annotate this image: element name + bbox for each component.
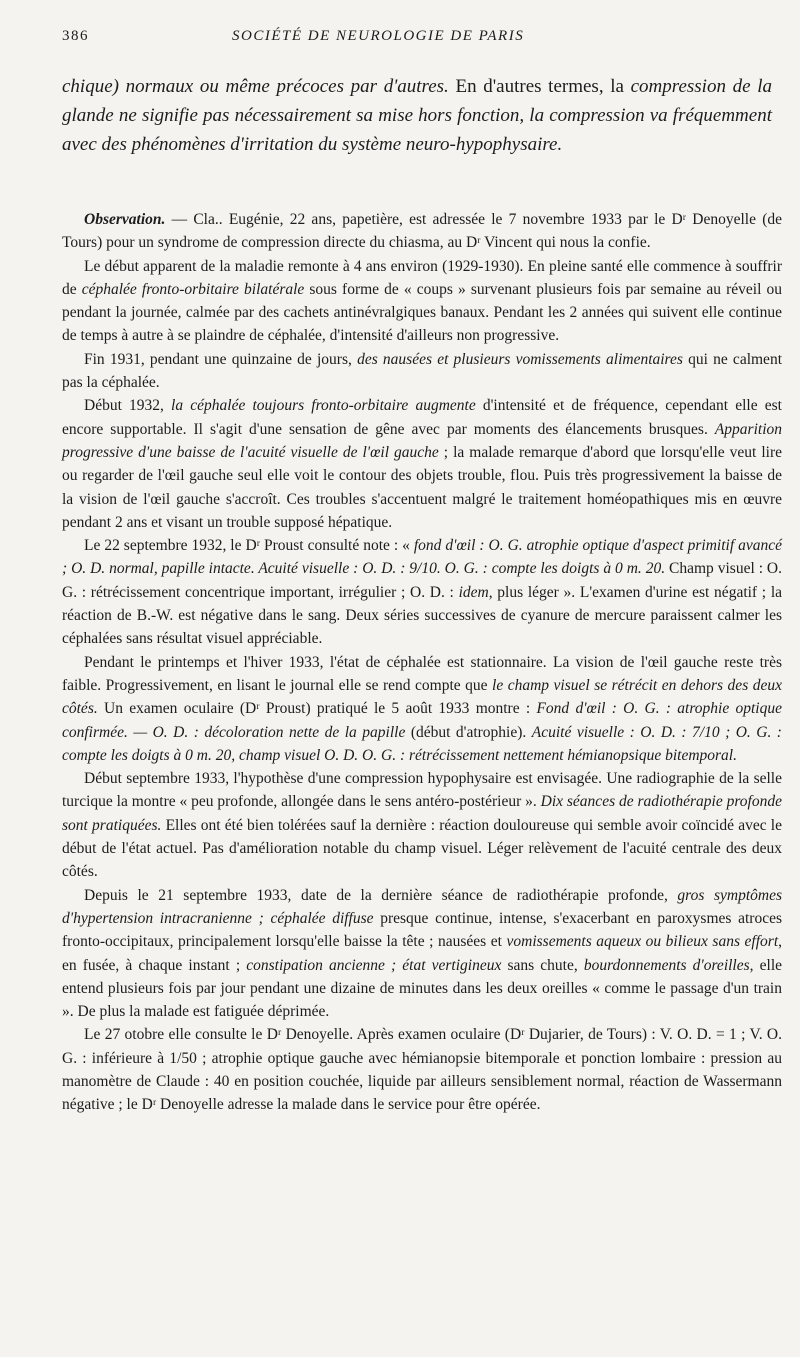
p8-text-a: Depuis le 21 septembre 1933, date de la dernière séance de radiothérapie profonde, bbox=[84, 886, 678, 904]
page-number: 386 bbox=[62, 28, 89, 44]
observation-paragraph-9: Le 27 otobre elle consulte le Dʳ Denoyelle. Après examen oculaire (Dʳ Dujarier, de Tours) : V. O. D. = 1 ; V. O. G. : inférieure à 1/50 ; atrophie optique gauche avec hémianopsie bitemporale et ponction lombaire : pression au manomètre de Claude : 40 en position couchée, liquide par ailleurs sensiblement normal, réaction de Wassermann négative ; le Dʳ Denoyelle adresse la malade dans le service pour être opérée. bbox=[62, 1026, 782, 1114]
p6-italic-d: Fond d'œil : O. G. : atrophie optique confirmée. — O. D. : décoloration nette de la papille bbox=[62, 700, 782, 741]
p6-text-a: Pendant le printemps et l'hiver 1933, l'état de céphalée est stationnaire. La vision de l'œil gauche reste très faible. Progressivement, en lisant le journal elle se rend compte que bbox=[62, 653, 782, 694]
p5-text-e: , plus léger ». L'examen d'urine est négatif ; la réaction de B.-W. est négative dans le sang. Deux séries successives de cyanure de mercure paraissent calmer les céphalées sans résultat visuel appréciable. bbox=[62, 583, 783, 648]
p7-italic-b: Dix séances de radiothérapie profonde sont pratiquées. bbox=[62, 793, 782, 834]
p5-italic-d: idem bbox=[458, 583, 489, 601]
p5-text-a: Le 22 septembre 1932, le Dʳ Proust consulté note : « bbox=[84, 537, 414, 555]
p7-text-c: Elles ont été bien tolérées sauf la dernière : réaction douloureuse qui semble avoir coïncidé avec le début de l'état actuel. Pas d'amélioration notable du champ visuel. Léger relèvement de l'acuité centrale des deux côtés. bbox=[62, 816, 782, 881]
p3-text-c: qui ne calment pas la céphalée. bbox=[62, 350, 782, 392]
p8-text-i: , elle entend plusieurs fois par jour pendant une dizaine de minutes dans les deux oreilles « comme le passage d'un train ». De plus la malade est fatiguée déprimée. bbox=[62, 956, 783, 1021]
p4-text-e: ; la malade remarque d'abord que lorsqu'elle veut lire ou regarder de l'œil gauche seul elle voit le contour des objets trouble, flou. Puis très progressivement la baisse de la vision de l'œil gauche s'accroît. Ces troubles s'accentuent malgré le traitement homéopathiques mis en œuvre pendant 2 ans et visant un trouble supposé hépatique. bbox=[62, 443, 782, 531]
p4-italic-d: Apparition progressive d'une baisse de l'acuité visuelle de l'œil gauche bbox=[62, 420, 782, 461]
observation-label: Observation. bbox=[84, 211, 166, 228]
observation-paragraph-4 bbox=[62, 394, 782, 534]
p4-italic-b: la céphalée toujours fronto-orbitaire augmente bbox=[171, 397, 476, 415]
p5-italic-b: fond d'œil : O. G. atrophie optique d'aspect primitif avancé ; O. D. normal, papille intacte. Acuité visuelle : O. D. : 9/10. O. G. : compte les doigts à 0 m. 20. bbox=[62, 537, 782, 578]
intro-text-2: En d'autres termes, la bbox=[448, 76, 631, 97]
p8-text-g: sans chute, bbox=[501, 956, 584, 974]
running-title: SOCIÉTÉ DE NEUROLOGIE DE PARIS bbox=[232, 28, 525, 44]
observation-text-1: — Cla.. Eugénie, 22 ans, papetière, est adressée le 7 novembre 1933 par le Dʳ Denoyelle (de Tours) pour un syndrome de compression directe du chiasma, au Dʳ Vincent qui nous la confie. bbox=[62, 211, 782, 252]
p2-text-a: Le début apparent de la maladie remonte à 4 ans environ (1929-1930). En pleine santé elle commence à souffrir de bbox=[62, 257, 782, 298]
p2-italic-b: céphalée fronto-orbitaire bilatérale bbox=[81, 280, 305, 298]
p8-italic-f: constipation ancienne ; état vertigineux bbox=[246, 956, 502, 974]
p8-italic-b: gros symptômes d'hypertension intracranienne ; céphalée diffuse bbox=[62, 886, 782, 927]
p6-italic-f: Acuité visuelle : O. D. : 7/10 ; O. G. : compte les doigts à 0 m. 20, champ visuel O. D. O. G. : rétrécissement nettement hémianopsique bitemporal. bbox=[62, 723, 782, 764]
observation-paragraph-8 bbox=[62, 884, 782, 1024]
p3-text-a: Fin 1931, pendant une quinzaine de jours, bbox=[84, 350, 358, 368]
p7-text-a: Début septembre 1933, l'hypothèse d'une compression hypophysaire est envisagée. Une radiographie de la selle turcique la montre « peu profonde, allongée dans le sens antéro-postérieur ». bbox=[62, 770, 782, 811]
intro-italic-1: chique) normaux ou même précoces par d'autres. bbox=[62, 76, 449, 97]
p5-text-c: Champ visuel : O. G. : rétrécissement concentrique important, irrégulier ; O. D. : bbox=[62, 560, 782, 601]
p3-italic-b: des nausées et plusieurs vomissements alimentaires bbox=[357, 350, 683, 368]
p2-text-c: sous forme de « coups » survenant plusieurs fois par semaine au réveil ou pendant la journée, calmée par des cachets antinévralgiques banaux. Pendant les 2 années qui suivent elle continue de temps à autre à se plaindre de céphalée, d'intensité d'ailleurs non progressive. bbox=[62, 280, 782, 345]
intro-paragraph bbox=[62, 72, 772, 159]
p6-italic-b: le champ visuel se rétrécit en dehors des deux côtés. bbox=[62, 676, 782, 718]
p4-text-a: Début 1932, bbox=[84, 397, 172, 415]
p8-italic-d: vomissements aqueux ou bilieux sans effort bbox=[506, 933, 779, 951]
p8-italic-h: bourdonnements d'oreilles bbox=[583, 956, 750, 974]
observation-paragraph-1 bbox=[62, 208, 782, 255]
p8-text-c: presque continue, intense, s'exacerbant en paroxysmes atroces fronto-occipitaux, principalement lorsqu'elle baisse la tête ; nausées et bbox=[62, 909, 782, 951]
observation-paragraph-5 bbox=[62, 534, 782, 650]
p4-text-c: d'intensité et de fréquence, cependant elle est encore supportable. Il s'agit d'une sensation de gêne avec par moments des élancements brusques. bbox=[62, 397, 782, 438]
observation-paragraph-6 bbox=[62, 651, 782, 767]
p8-text-e: , en fusée, à chaque instant ; bbox=[62, 933, 782, 974]
observation-paragraph-2 bbox=[62, 255, 782, 348]
intro-italic-3: compression de la glande ne signifie pas nécessairement sa mise hors fonction, la compression va fréquemment avec des phénomènes d'irritation du système neuro-hypophysaire. bbox=[62, 76, 772, 155]
p6-text-e: (début d'atrophie). bbox=[405, 723, 532, 741]
observation-paragraph-3 bbox=[62, 348, 782, 395]
observation-paragraph-7 bbox=[62, 767, 782, 883]
observation-body bbox=[62, 208, 782, 1117]
p6-text-c: Un examen oculaire (Dʳ Proust) pratiqué le 5 août 1933 montre : bbox=[97, 700, 537, 718]
